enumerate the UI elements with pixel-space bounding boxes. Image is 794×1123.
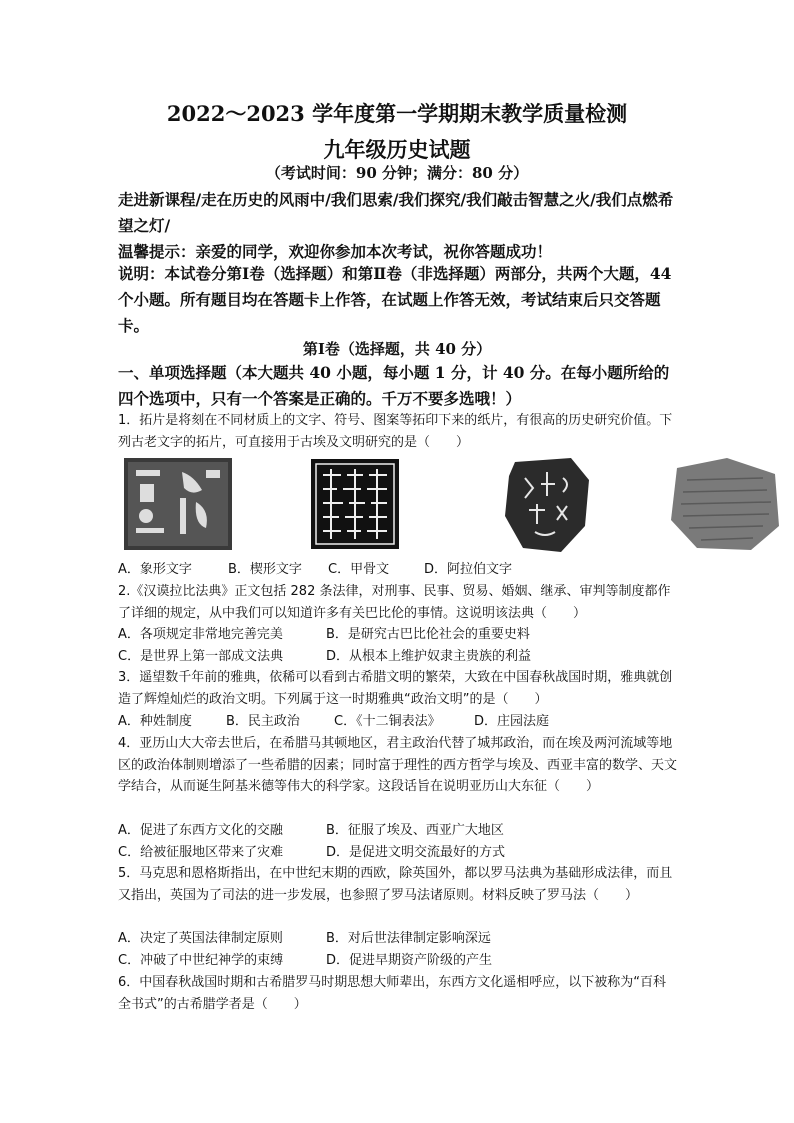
rubbing-image-arabic [667,456,781,552]
question-6-stem: 6．中国春秋战国时期和古希腊罗马时期思想大师辈出，东西方文化遥相呼应，以下被称为“百科全书式”的古希腊学者是（ ） [118,975,667,1012]
option-a[interactable]: A．各项规定非常地完善完美 [118,627,283,642]
option-b[interactable]: B．征服了埃及、西亚广大地区 [326,823,504,838]
option-c[interactable]: C．是世界上第一部成文法典 [118,648,284,664]
instructions: 说明：本试卷分第Ⅰ卷（选择题）和第Ⅱ卷（非选择题）两部分，共两个大题，44 个小题。所有题目均在答题卡上作答，在试题上作答无效，考试结束后只交答题卡。 [118,264,672,335]
part-title: 一、单项选择题（本大题共 40 小题，每小题 1 分，计 40 分。在每小题所给的四个选项中，只有一个答案是正确的。千万不要多选哦！） [118,363,670,408]
reminder: 温馨提示：亲爱的同学，欢迎你参加本次考试，祝你答题成功！ [118,242,553,261]
question-5-options [118,928,678,971]
option-d[interactable]: D．庄园法庭 [474,714,550,729]
option-a[interactable]: A．种姓制度 [118,714,192,729]
section-heading: 第Ⅰ卷（选择题，共 40 分） [302,340,492,358]
question-2-options [118,624,678,667]
question-3-options [118,711,678,733]
option-c[interactable]: C．冲破了中世纪神学的束缚 [118,952,284,968]
option-c[interactable]: C．甲骨文 [328,562,390,577]
option-d[interactable]: D．是促进文明交流最好的方式 [326,844,506,860]
question-3-stem: 3．遥望数千年前的雅典，依稀可以看到古希腊文明的繁荣，大致在中国春秋战国时期，雅典就创造了辉煌灿烂的政治文明。下列属于这一时期雅典“政治文明”的是（ ） [118,670,673,707]
rubbing-image-oracle-bone [501,456,593,554]
option-b[interactable]: B．民主政治 [226,714,300,729]
option-d[interactable]: D．阿拉伯文字 [424,562,513,577]
option-b[interactable]: B．楔形文字 [228,562,302,577]
option-c[interactable]: C．给被征服地区带来了灾难 [118,844,284,860]
exam-title: 2022～2023 学年度第一学期期末教学质量检测 [166,101,628,126]
option-d[interactable]: D．促进早期资产阶级的产生 [326,952,493,968]
rubbing-image-cuneiform [311,459,399,549]
option-a[interactable]: A．决定了英国法律制定原则 [118,931,283,946]
option-d[interactable]: D．从根本上维护奴隶主贵族的利益 [326,648,532,664]
rubbing-image-hieroglyph [124,458,232,550]
question-2-stem: 2.《汉谟拉比法典》正文包括 282 条法律，对刑事、民事、贸易、婚姻、继承、审判等制度都作了详细的规定，从中我们可以知道许多有关巴比伦的事情。这说明该法典（ ） [118,584,671,621]
question-5-stem: 5．马克思和恩格斯指出，在中世纪末期的西欧，除英国外，都以罗马法典为基础形成法律，而且又指出，英国为了司法的进一步发展，也参照了罗马法诸原则。材料反映了罗马法（ ） [118,866,673,903]
option-b[interactable]: B．对后世法律制定影响深远 [326,931,491,946]
exam-info: （考试时间：90 分钟；满分：80 分） [265,164,529,182]
option-a[interactable]: A．象形文字 [118,562,192,577]
option-b[interactable]: B．是研究古巴比伦社会的重要史料 [326,627,530,642]
option-a[interactable]: A．促进了东西方文化的交融 [118,823,283,838]
motto: 走进新课程/走在历史的风雨中/我们思索/我们探究/我们敲击智慧之火/我们点燃希望之灯/ [118,190,674,235]
question-1-stem: 1．拓片是将刻在不同材质上的文字、符号、图案等拓印下来的纸片，有很高的历史研究价值。下列古老文字的拓片，可直接用于古埃及文明研究的是（ ） [118,413,673,450]
option-c[interactable]: C．《十二铜表法》 [334,714,441,729]
question-4-options [118,820,678,863]
exam-subtitle: 九年级历史试题 [323,137,471,162]
question-1-options [118,559,678,581]
question-4-stem: 4．亚历山大大帝去世后，在希腊马其顿地区，君主政治代替了城邦政治，而在埃及两河流域等地区的政治体制则增添了一些希腊的因素；同时富于理性的西方哲学与埃及、西亚丰富的数学、天文学结合，从而诞生阿基米德等伟大的科学家。这段话旨在说明亚历山大东征（ ） [118,736,678,794]
